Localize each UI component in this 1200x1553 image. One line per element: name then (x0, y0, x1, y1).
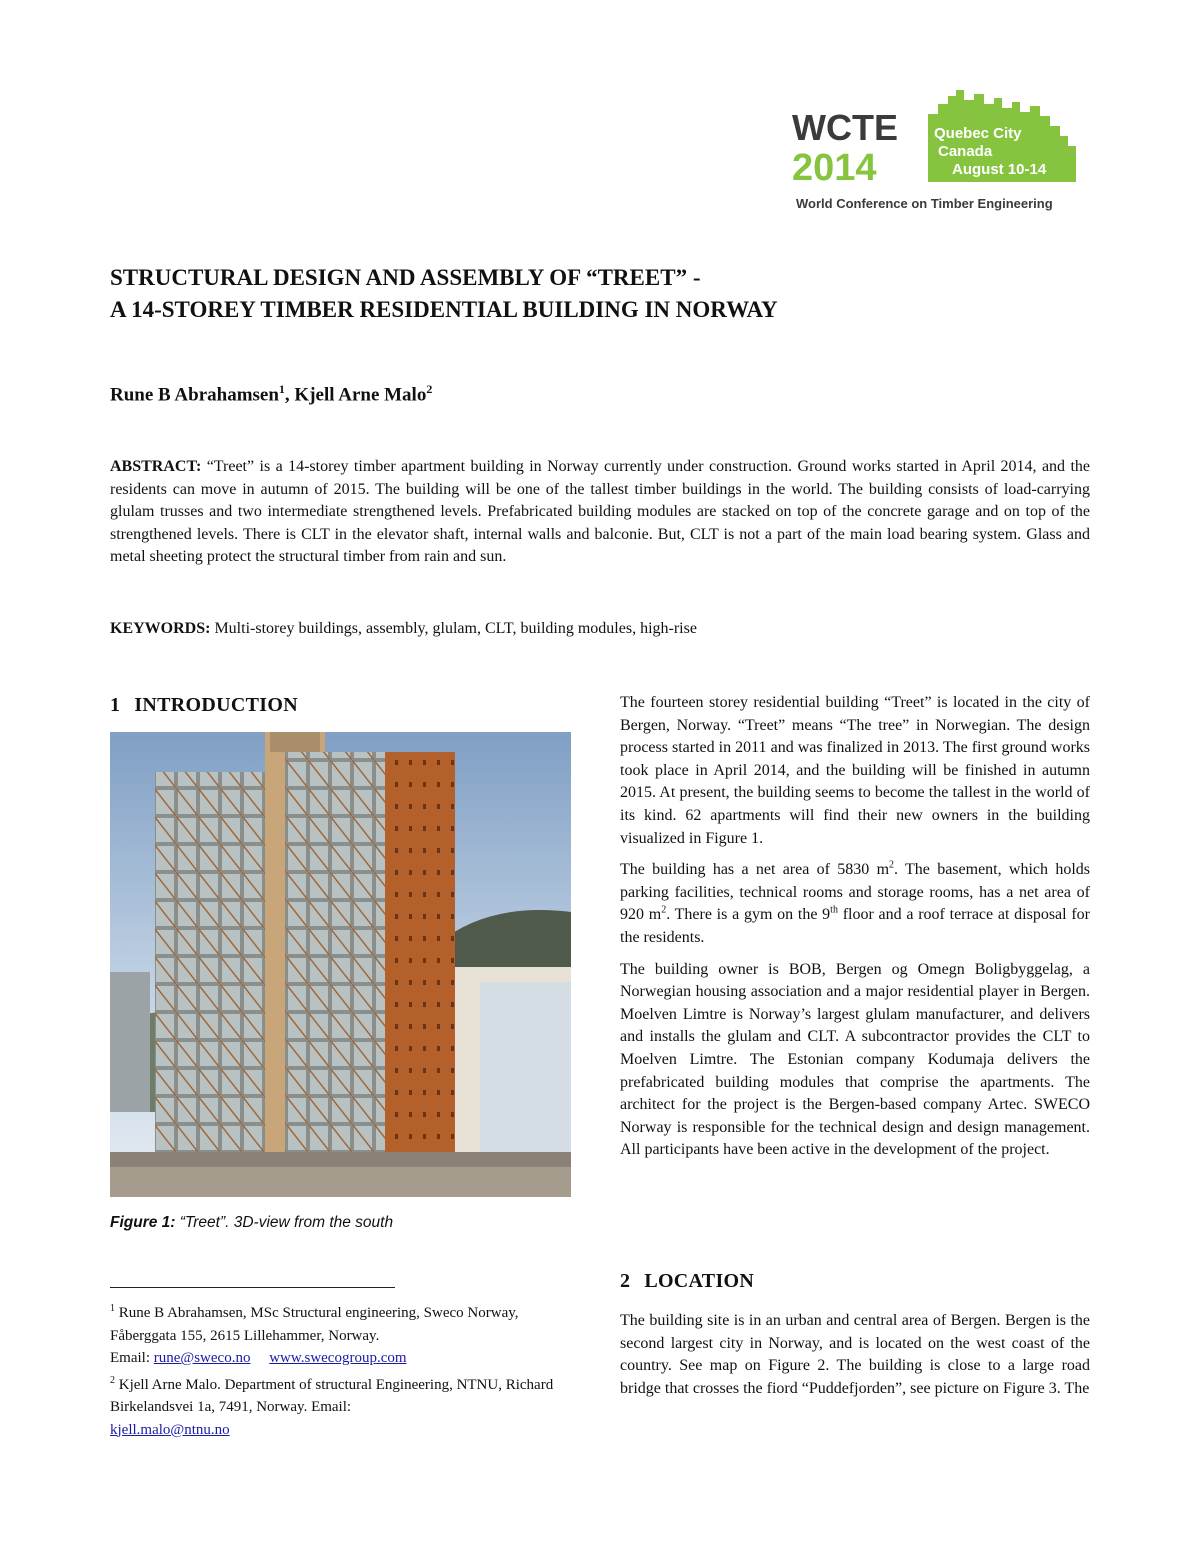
figure-1-text: “Treet”. 3D-view from the south (179, 1214, 394, 1231)
figure-1-label: Figure 1: (110, 1214, 176, 1231)
footnote-1-mark: 1 (110, 1303, 115, 1314)
intro-paragraph-1: The fourteen storey residential building “Treet” is located in the city of Bergen, Norway. “Treet” means “The tree” in Norwegian. The design process started in 2011 and was finalized in 2013. The first ground works took place in April 2014, and the building will be finished in autumn 2015. At present, the building seems to become the tallest in the world of its kind. 62 apartments will find their new owners in the building visualized in Figure 1. (620, 694, 1090, 847)
footnote-1 (110, 1298, 560, 1370)
author-2-mark: 2 (426, 382, 433, 396)
logo-city-text: Quebec City (934, 125, 1022, 142)
intro-body-text (620, 692, 1090, 1171)
abstract (110, 456, 1090, 569)
logo-conference-text: World Conference on Timber Engineering (796, 196, 1053, 211)
keywords-text: Multi-storey buildings, assembly, glulam, CLT, building modules, high-rise (214, 620, 697, 637)
figure-1-caption (110, 1214, 393, 1232)
section-heading-introduction (110, 694, 298, 717)
footnote-1-web-link[interactable]: www.swecogroup.com (269, 1350, 407, 1366)
abstract-text: “Treet” is a 14-storey timber apartment building in Norway currently under construction. Ground works started in April 2014, and the residents can move in autumn of 2015. The building will be one of the tallest timber buildings in the world. The building consists of load-carrying glulam trusses and two intermediate strengthened levels. Prefabricated building modules are stacked on top of the concrete garage and on top of the strengthened levels. There is CLT in the elevator shaft, internal walls and balconie. But, CLT is not a part of the main load bearing system. Glass and metal sheeting protect the structural timber from rain and sun. (110, 458, 1091, 565)
location-body-text (620, 1310, 1090, 1409)
section-title: INTRODUCTION (134, 694, 298, 716)
section-number: 2 (620, 1270, 631, 1292)
paper-title (110, 262, 1100, 326)
intro-paragraph-3: The building owner is BOB, Bergen og Omegn Boligbyggelag, a Norwegian housing association and a major residential player in Bergen. Moelven Limtre is Norway’s largest glulam manufacturer, and delivers and installs the glulam and CLT. A subcontractor provides the CLT to Moelven Limtre. The Estonian company Kodumaja delivers the prefabricated building modules that comprise the apartments. The architect for the project is the Bergen-based company Artec. SWECO Norway is responsible for the technical design and design management. All participants have been active in the development of the project. (620, 960, 1090, 1159)
logo-wcte-text: WCTE (792, 107, 898, 148)
footnote-separator (110, 1287, 395, 1288)
section-number: 1 (110, 694, 121, 716)
footnote-2 (110, 1370, 560, 1442)
footnote-1-text: Rune B Abrahamsen, MSc Structural engineering, Sweco Norway, Fåberggata 155, 2615 Lillehammer, Norway. (110, 1305, 519, 1344)
logo-dates-text: August 10-14 (952, 161, 1047, 178)
p2-sup-1: 2 (889, 859, 895, 871)
abstract-label: ABSTRACT: (110, 458, 202, 475)
logo-year-text: 2014 (792, 147, 877, 189)
footnote-2-email-link[interactable]: kjell.malo@ntnu.no (110, 1421, 230, 1438)
p2-part-a: The building has a net area of 5830 m (620, 861, 890, 879)
keywords-label: KEYWORDS: (110, 620, 211, 637)
p2-sup-3: th (830, 905, 838, 917)
title-line-1: STRUCTURAL DESIGN AND ASSEMBLY OF “TREET” - (110, 265, 701, 290)
p2-part-c: . There is a gym on the 9 (666, 906, 831, 924)
p2-part-d: floor and a roof terrace at disposal for the residents. (620, 906, 1090, 946)
author-list (110, 382, 432, 406)
author-separator: , (284, 384, 295, 406)
footnote-2-mark: 2 (110, 1374, 115, 1386)
footnote-1-email-label: Email: (110, 1350, 150, 1366)
location-paragraph-1: The building site is in an urban and central area of Bergen. Bergen is the second largest city in Norway, and is located on the west coast of the country. See map on Figure 2. The building is close to a large road bridge that crosses the fiord “Puddefjorden”, see picture on Figure 3. The (620, 1312, 1090, 1397)
keywords (110, 618, 1090, 640)
title-line-2: A 14-STOREY TIMBER RESIDENTIAL BUILDING IN NORWAY (110, 297, 778, 322)
author-1: Rune B Abrahamsen (110, 384, 279, 406)
p2-sup-2: 2 (661, 905, 667, 917)
logo-country-text: Canada (938, 143, 993, 160)
footnote-2-text: Kjell Arne Malo. Department of structural Engineering, NTNU, Richard Birkelandsvei 1a, 7491, Norway. Email: (110, 1376, 554, 1415)
author-2: Kjell Arne Malo (294, 384, 427, 406)
author-1-mark: 1 (278, 382, 285, 396)
intro-paragraph-2 (620, 859, 1090, 949)
section-title: LOCATION (644, 1270, 755, 1292)
figure-1-image (110, 732, 571, 1197)
building-illustration (110, 732, 571, 1197)
wcte-logo-graphic (788, 86, 1088, 216)
conference-logo (788, 86, 1088, 216)
section-heading-location (620, 1270, 754, 1293)
p2-part-b: . The basement, which holds parking facilities, technical rooms and storage rooms, has a net area of 920 m (620, 861, 1091, 924)
footnotes (110, 1298, 560, 1441)
footnote-1-email-link[interactable]: rune@sweco.no (153, 1350, 251, 1366)
